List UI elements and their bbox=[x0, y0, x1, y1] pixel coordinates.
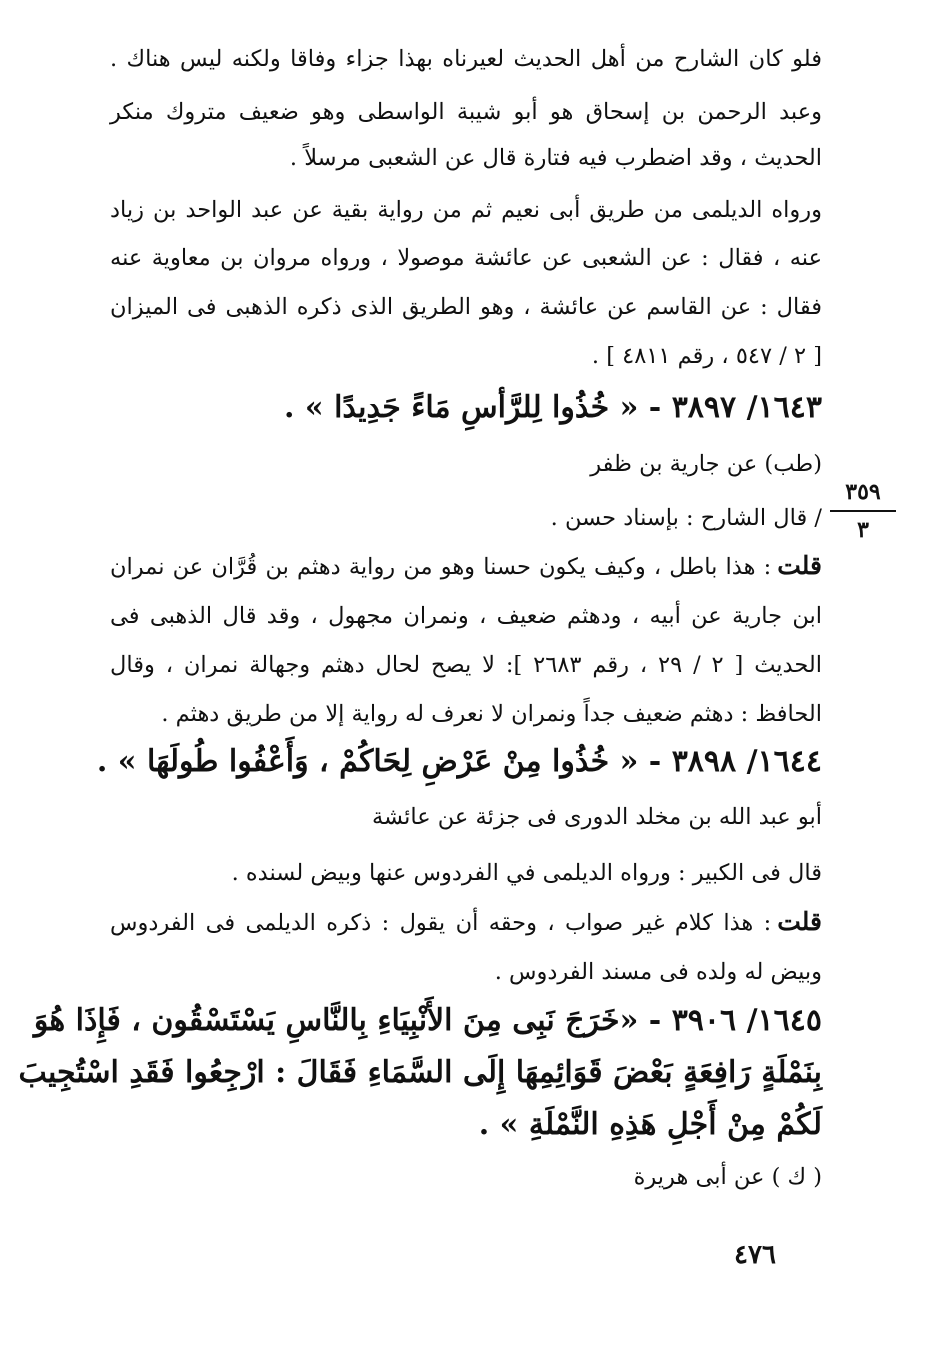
text-line: ابن جارية عن أبيه ، ودهثم ضعيف ، ونمران مجهول ، وقد قال الذهبى فى bbox=[110, 603, 822, 629]
text-line: عنه ، فقال : عن الشعبى عن عائشة موصولا ، ورواه مروان بن معاوية عنه bbox=[110, 245, 822, 271]
text-span: : هذا كلام غير صواب ، وحقه أن يقول : ذكره الديلمى فى الفردوس bbox=[110, 910, 772, 936]
margin-reference bbox=[830, 478, 896, 544]
text-line: ورواه الديلمى من طريق أبى نعيم ثم من رواية بقية عن عبد الواحد بن زياد bbox=[110, 197, 822, 223]
text-line: وعبد الرحمن بن إسحاق هو أبو شيبة الواسطى وهو ضعيف متروك منكر bbox=[110, 99, 822, 125]
hadith-heading-cont: لَكُمْ مِنْ أَجْلِ هَذِهِ النَّمْلَةِ » . bbox=[478, 1107, 822, 1142]
text-line bbox=[110, 549, 822, 584]
text-line: فقال : عن القاسم عن عائشة ، وهو الطريق الذى ذكره الذهبى فى الميزان bbox=[110, 294, 822, 320]
hadith-source: أبو عبد الله بن مخلد الدورى فى جزئة عن عائشة bbox=[371, 804, 822, 830]
text-line: الحديث ، وقد اضطرب فيه فتارة قال عن الشعبى مرسلاً . bbox=[289, 145, 822, 171]
text-line: / قال الشارح : بإسناد حسن . bbox=[550, 505, 822, 531]
hadith-heading: ١٦٤٣/ ٣٨٩٧ - « خُذُوا لِلرَّأسِ مَاءً جَدِيدًا » . bbox=[284, 390, 822, 425]
margin-reference-bottom: ٣ bbox=[857, 517, 869, 543]
text-line: الحافظ : دهثم ضعيف جداً ونمران لا نعرف له رواية إلا من طريق دهثم . bbox=[161, 701, 822, 727]
text-line: وبيض له ولده فى مسند الفردوس . bbox=[494, 959, 822, 985]
hadith-heading: ١٦٤٤/ ٣٨٩٨ - « خُذُوا مِنْ عَرْضِ لِحَاكُمْ ، وَأَعْفُوا طُولَهَا » . bbox=[96, 744, 822, 779]
page-number: ٤٧٦ bbox=[734, 1240, 776, 1270]
hadith-source: ( ك ) عن أبى هريرة bbox=[633, 1164, 822, 1190]
qult-label: قلت bbox=[777, 907, 822, 936]
margin-reference-top: ٣٥٩ bbox=[845, 479, 881, 505]
text-line: قال فى الكبير : ورواه الديلمى في الفردوس عنها وبيض لسنده . bbox=[231, 860, 822, 886]
hadith-heading: ١٦٤٥/ ٣٩٠٦ - «خَرَجَ نَبِى مِنَ الأَنْبِيَاءِ بِالنَّاسِ يَسْتَسْقُون ، فَإِذَا هُوَ bbox=[33, 1003, 822, 1038]
text-line: فلو كان الشارح من أهل الحديث لعيرناه بهذا جزاء وفاقا ولكنه ليس هناك . bbox=[110, 46, 822, 72]
margin-divider bbox=[830, 510, 896, 512]
hadith-heading-cont: بِنَمْلَةٍ رَافِعَةٍ بَعْضَ قَوَائِمِهَا إِلَى السَّمَاءِ فَقَالَ : ارْجِعُوا فَقَدِ اسْتُجِيبَ bbox=[18, 1055, 822, 1090]
text-span: : هذا باطل ، وكيف يكون حسنا وهو من رواية دهثم بن قُرَّان عن نمران bbox=[110, 554, 772, 580]
text-line: [ ٢ / ٥٤٧ ، رقم ٤٨١١ ] . bbox=[591, 343, 822, 369]
text-line: الحديث [ ٢ / ٢٩ ، رقم ٢٦٨٣ ]: لا يصح لحال دهثم وجهالة نمران ، وقال bbox=[110, 652, 822, 678]
hadith-source: (طب) عن جارية بن ظفر bbox=[590, 451, 822, 477]
qult-label: قلت bbox=[777, 551, 822, 580]
text-line bbox=[110, 905, 822, 940]
